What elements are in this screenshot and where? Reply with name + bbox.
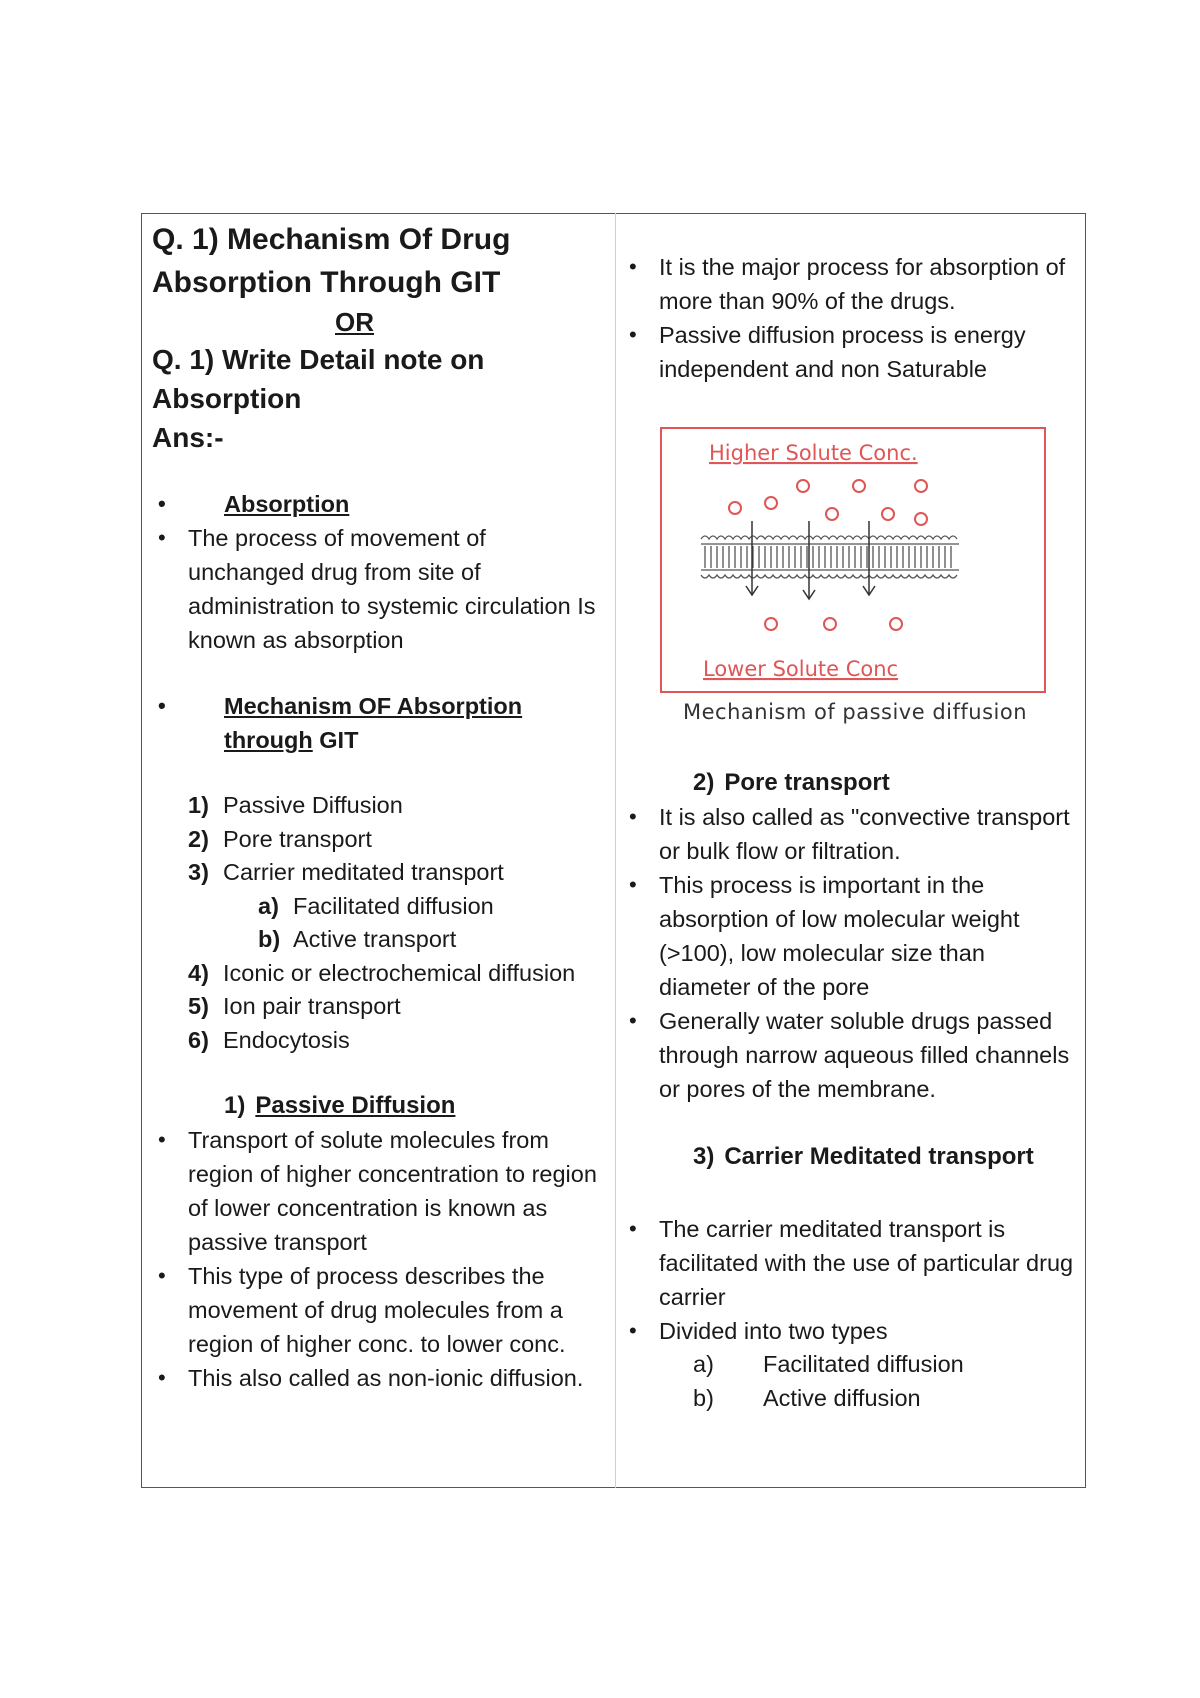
mechanism-item: 4) Iconic or electrochemical diffusion: [188, 959, 576, 986]
mechanism-item: 2) Pore transport: [188, 825, 372, 852]
mechanism-item: 6) Endocytosis: [188, 1026, 350, 1053]
absorption-list: [152, 487, 607, 657]
answer-label: Ans:-: [152, 422, 224, 453]
membrane-bilayer: [701, 536, 959, 578]
mechanism-heading-list: [152, 689, 607, 757]
column-divider: [615, 213, 616, 1488]
pore-point: • This process is important in the absorption of low molecular weight (>100), low molecular size than diameter of the pore: [623, 868, 1078, 1004]
left-column: [152, 218, 607, 1395]
higher-conc-label: Higher Solute Conc.: [709, 441, 918, 465]
mechanism-heading: • Mechanism OF Absorption through GIT: [152, 689, 607, 757]
question-title-line1: Q. 1) Mechanism Of Drug: [152, 223, 511, 256]
mechanism-item: 1) Passive Diffusion: [188, 792, 403, 818]
lower-solute-molecules: [765, 618, 902, 630]
carrier-subitem: a) Facilitated diffusion: [258, 892, 494, 919]
carrier-sublist: [223, 890, 607, 957]
pore-transport-points: [623, 800, 1078, 1106]
passive-diffusion-points: [152, 1123, 607, 1395]
question-alt-line2: Absorption: [152, 383, 302, 414]
carrier-point: • The carrier meditated transport is facilitated with the use of particular drug carrier: [623, 1212, 1078, 1314]
right-column: [623, 250, 1078, 1415]
pore-point: • It is also called as "convective transport or bulk flow or filtration.: [623, 800, 1078, 868]
lower-conc-label: Lower Solute Conc: [703, 657, 899, 681]
carrier-subitem: b) Active transport: [258, 926, 457, 952]
carrier-type: a) Facilitated diffusion: [693, 1351, 964, 1377]
question-title-line2: Absorption Through GIT: [152, 266, 501, 299]
passive-diffusion-heading: 1) Passive Diffusion: [224, 1092, 456, 1119]
mechanism-list: [152, 789, 607, 1057]
mechanism-item: 5) Ion pair transport: [188, 993, 401, 1019]
passive-diffusion-diagram: [659, 426, 1049, 696]
passive-point: • Passive diffusion process is energy independent and non Saturable: [623, 318, 1078, 386]
carrier-transport-points: [623, 1212, 1078, 1348]
diagram-caption: Mechanism of passive diffusion: [683, 700, 1028, 724]
pore-point: • Generally water soluble drugs passed through narrow aqueous filled channels or pores of the membrane.: [623, 1004, 1078, 1106]
question-alt-line1: Q. 1) Write Detail note on: [152, 344, 485, 375]
carrier-point: • Divided into two types: [623, 1314, 1078, 1348]
diagram-figure: [659, 426, 1049, 696]
absorption-definition: • The process of movement of unchanged drug from site of administration to systemic circulation Is known as absorption: [152, 521, 607, 657]
carrier-types-list: [623, 1348, 1078, 1415]
carrier-transport-heading: 3) Carrier Meditated transport: [693, 1143, 1034, 1170]
passive-point: • This also called as non-ionic diffusion.: [152, 1361, 607, 1395]
passive-point: • This type of process describes the movement of drug molecules from a region of higher conc. to lower conc.: [152, 1259, 607, 1361]
passive-points-continued: [623, 250, 1078, 386]
passive-point: • It is the major process for absorption of more than 90% of the drugs.: [623, 250, 1078, 318]
mechanism-item: 3) Carrier meditated transport a) Facilitated diffusion b) Active transport: [188, 856, 607, 957]
or-separator: OR: [335, 307, 374, 337]
upper-solute-molecules: [729, 480, 927, 525]
diagram-border: [661, 428, 1045, 692]
pore-transport-heading: 2) Pore transport: [693, 769, 890, 796]
absorption-heading: • Absorption: [152, 487, 607, 521]
passive-point: • Transport of solute molecules from region of higher concentration to region of lower concentration is known as passive transport: [152, 1123, 607, 1259]
carrier-type: b) Active diffusion: [693, 1384, 921, 1411]
